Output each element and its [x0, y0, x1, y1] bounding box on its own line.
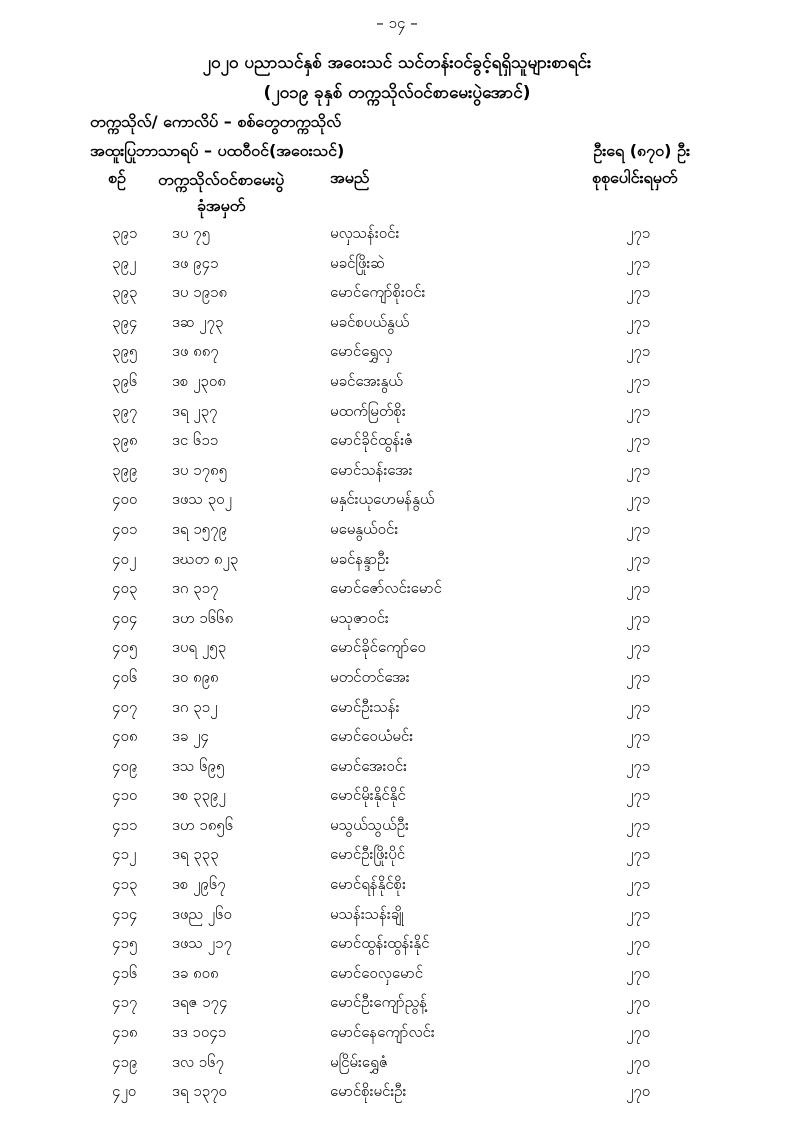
roll-number: ဒပ ၁၇၈၅ [172, 460, 228, 479]
roll-number: ဒဟ ၁၈၅၆ [172, 815, 234, 834]
roll-number: ဒပရ ၂၅၃ [172, 638, 227, 657]
student-name: မလှသန်းဝင်း [330, 224, 400, 242]
student-name: မောင်ဦးသန်း [330, 697, 400, 716]
row-number: ၄၁၄ [112, 904, 138, 923]
table-row [0, 1049, 794, 1079]
student-name: မနှင်းယုဟေမန်နွယ် [330, 490, 435, 509]
roll-number: ဒဖ ၈၈၇ [172, 342, 219, 361]
row-number: ၄၀၄ [112, 608, 138, 627]
roll-number: ဒရ ၂၃၇ [172, 401, 218, 420]
table-row [0, 634, 794, 664]
roll-number: ဒခ ၂၄ [172, 727, 209, 746]
row-number: ၄၀၈ [112, 727, 138, 746]
student-name: မခင်နန္ဒာဦး [330, 549, 390, 568]
roll-number: ဒလ ၁၆၇ [172, 1052, 224, 1071]
document-subtitle: (၂၀၁၉ ခုနှစ် တက္ကသိုလ်ဝင်စာမေးပွဲအောင်) [263, 83, 531, 103]
student-name: မောင်ဝေယံမင်း [330, 727, 414, 746]
student-name: မခင်ဖြိုးဆဲ [330, 253, 385, 272]
row-number: ၄၁၅ [112, 934, 138, 953]
roll-number: ဒဂ ၃၁၇ [172, 579, 219, 598]
row-number: ၄၀၂ [112, 549, 137, 568]
total-marks: ၂၇၁ [626, 727, 651, 746]
table-row [0, 901, 794, 931]
roll-number: ဒပ ၁၉၁၈ [172, 283, 228, 302]
student-name: မသွယ်သွယ်ဦး [330, 815, 409, 834]
roll-number: ဒစ ၂၉၆၇ [172, 875, 226, 894]
total-marks: ၂၇၀ [626, 1082, 651, 1101]
row-number: ၃၉၈ [112, 431, 138, 450]
student-name: မောင်သန်းအေး [330, 460, 413, 479]
roll-number: ဒဖည ၂၆၀ [172, 904, 232, 923]
university-label: တက္ကသိုလ်/ ကောလိပ် – စစ်တွေတက္ကသိုလ် [90, 112, 342, 131]
roll-number: ဒဃတ ၈၂၃ [172, 549, 239, 568]
roll-number: ဒရဇ ၁၇၄ [172, 993, 228, 1012]
table-row [0, 457, 794, 487]
row-number: ၄၀၁ [112, 519, 138, 538]
row-number: ၄၁၉ [112, 1052, 138, 1071]
total-marks: ၂၇၁ [626, 815, 651, 834]
total-marks: ၂၇၁ [626, 638, 651, 657]
student-name: မောင်စိုးမင်းဦး [330, 1082, 407, 1101]
table-row [0, 664, 794, 694]
total-marks: ၂၇၀ [626, 1052, 651, 1071]
row-number: ၄၀၀ [112, 490, 138, 509]
student-name: မောင်ခိုင်ထွန်းဇံ [330, 431, 413, 450]
column-header-total-marks: စုစုပေါင်းရမှတ် [592, 168, 678, 187]
column-header-no: စဉ် [108, 168, 126, 187]
table-row [0, 812, 794, 842]
table-row [0, 516, 794, 546]
table-row [0, 486, 794, 516]
total-marks: ၂၇၁ [626, 253, 651, 272]
row-number: ၄၁၁ [112, 815, 138, 834]
student-name: မသုဇာဝင်း [330, 608, 389, 627]
total-marks: ၂၇၁ [626, 579, 651, 598]
table-row [0, 753, 794, 783]
student-name: မောင်ဦးဖြိုးပိုင် [330, 845, 406, 864]
total-marks: ၂၇၁ [626, 519, 651, 538]
table-row [0, 841, 794, 871]
table-row [0, 368, 794, 398]
row-number: ၃၉၅ [112, 342, 138, 361]
total-marks: ၂၇၁ [626, 549, 651, 568]
total-marks: ၂၇၁ [626, 697, 651, 716]
total-marks: ၂၇၁ [626, 786, 651, 805]
row-number: ၄၀၆ [112, 667, 138, 686]
student-name: မောင်ရန်နိုင်စိုး [330, 875, 406, 894]
table-row [0, 1019, 794, 1049]
roll-number: ဒဆ ၂၇၃ [172, 312, 224, 331]
total-marks: ၂၇၁ [626, 342, 651, 361]
total-marks: ၂၇၀ [626, 934, 651, 953]
total-marks: ၂၇၀ [626, 963, 651, 982]
row-number: ၃၉၄ [112, 312, 138, 331]
roll-number: ဒဒ ၁၀၄၁ [172, 1023, 227, 1042]
student-name: မခင်အေးနွယ် [330, 371, 403, 390]
row-number: ၄၁၂ [112, 845, 137, 864]
table-row [0, 427, 794, 457]
roll-number: ဒရ ၁၃၇၀ [172, 1082, 227, 1101]
row-number: ၄၁၇ [112, 993, 138, 1012]
roll-number: ဒစ ၂၃၀၈ [172, 371, 226, 390]
total-marks: ၂၇၁ [626, 490, 651, 509]
student-name: မောင်ဝေလှမောင် [330, 963, 424, 982]
roll-number: ဒဖသ ၂၁၇ [172, 934, 232, 953]
total-marks: ၂၇၁ [626, 608, 651, 627]
total-marks: ၂၇၁ [626, 224, 651, 242]
total-marks: ၂၇၁ [626, 401, 651, 420]
roll-number: ဒဖ ၉၄၁ [172, 253, 219, 272]
student-name: မမေနွယ်ဝင်း [330, 519, 399, 538]
row-number: ၃၉၇ [112, 401, 138, 420]
table-row [0, 989, 794, 1019]
row-number: ၄၁၈ [112, 1023, 138, 1042]
column-header-roll-line2: ခုံအမှတ် [196, 196, 246, 215]
total-marks: ၂၇၁ [626, 667, 651, 686]
table-row [0, 930, 794, 960]
student-name: မောင်မိုးနိုင်နိုင် [330, 786, 406, 805]
major-subject-label: အထူးပြုဘာသာရပ် – ပထဝီဝင်(အဝေးသင်) [90, 141, 345, 160]
table-row [0, 309, 794, 339]
roll-number: ဒဖသ ၃၀၂ [172, 490, 232, 509]
roll-number: ဒခ ၈၀၈ [172, 963, 219, 982]
row-number: ၄၀၉ [112, 756, 138, 775]
table-row [0, 723, 794, 753]
row-number: ၄၁၃ [112, 875, 138, 894]
student-name: မောင်ရွှေလှ [330, 342, 393, 361]
row-number: ၃၉၁ [112, 224, 138, 242]
table-row [0, 220, 794, 250]
roll-number: ဒရ ၁၅၇၉ [172, 519, 227, 538]
row-number: ၄၀၃ [112, 579, 138, 598]
row-number: ၃၉၉ [112, 460, 138, 479]
total-marks: ၂၇၁ [626, 845, 651, 864]
table-row [0, 1078, 794, 1108]
page-number: – ၁၄ – [376, 14, 418, 32]
table-row [0, 960, 794, 990]
table-row [0, 605, 794, 635]
total-marks: ၂၇၁ [626, 283, 651, 302]
student-name: မထက်မြတ်စိုး [330, 401, 406, 420]
student-name: မခင်စပယ်နွယ် [330, 312, 410, 331]
roll-number: ဒစ ၃၃၉၂ [172, 786, 226, 805]
total-marks: ၂၇၁ [626, 371, 651, 390]
student-count: ဦးရေ (၈၇၀) ဦး [593, 141, 690, 160]
row-number: ၄၁၀ [112, 786, 138, 805]
student-name: မောင်ခိုင်ကျော်ဝေ [330, 638, 426, 657]
roll-number: ဒင ၆၁၁ [172, 431, 219, 450]
column-header-roll-line1: တက္ကသိုလ်ဝင်စာမေးပွဲ [158, 170, 285, 189]
total-marks: ၂၇၁ [626, 312, 651, 331]
table-row [0, 546, 794, 576]
table-row [0, 338, 794, 368]
student-name: မောင်ထွန်းထွန်းနိုင် [330, 934, 430, 953]
roll-number: ဒဟ ၁၆၆၈ [172, 608, 234, 627]
student-name: မောင်နေကျော်လင်း [330, 1023, 435, 1042]
student-name: မတင်တင်အေး [330, 667, 410, 686]
total-marks: ၂၇၁ [626, 431, 651, 450]
row-number: ၄၁၆ [112, 963, 138, 982]
student-name: မောင်ဦးကျော်ညွန့် [330, 993, 427, 1012]
roll-number: ဒဝ ၈၉၈ [172, 667, 219, 686]
total-marks: ၂၇၀ [626, 1023, 651, 1042]
roll-number: ဒဂ ၃၁၂ [172, 697, 218, 716]
row-number: ၄၂၀ [112, 1082, 137, 1101]
total-marks: ၂၇၀ [626, 993, 651, 1012]
row-number: ၄၀၇ [112, 697, 138, 716]
table-row [0, 871, 794, 901]
total-marks: ၂၇၁ [626, 875, 651, 894]
column-header-name: အမည် [330, 168, 370, 187]
row-number: ၃၉၆ [112, 371, 138, 390]
table-row [0, 250, 794, 280]
table-row [0, 694, 794, 724]
column-header-roll [158, 167, 284, 219]
table-row [0, 398, 794, 428]
student-list [0, 220, 794, 1108]
roll-number: ဒပ ၇၅ [172, 224, 211, 242]
student-name: မသန်းသန်းချို [330, 904, 404, 923]
student-name: မောင်ဇော်လင်းမောင် [330, 579, 442, 598]
student-name: မငြိမ်းရွှေဇံ [330, 1052, 388, 1071]
roll-number: ဒသ ၆၉၅ [172, 756, 225, 775]
row-number: ၄၀၅ [112, 638, 138, 657]
student-name: မောင်အေးဝင်း [330, 756, 407, 775]
roll-number: ဒရ ၃၃၃ [172, 845, 219, 864]
table-row [0, 575, 794, 605]
total-marks: ၂၇၁ [626, 904, 651, 923]
row-number: ၃၉၂ [112, 253, 137, 272]
table-row [0, 279, 794, 309]
student-name: မောင်ကျော်စိုးဝင်း [330, 283, 426, 302]
total-marks: ၂၇၁ [626, 460, 651, 479]
total-marks: ၂၇၁ [626, 756, 651, 775]
document-title: ၂၀၂၀ ပညာသင်နှစ် အဝေးသင် သင်တန်းဝင်ခွင့်ရရှိသူများစာရင်း [202, 53, 592, 73]
row-number: ၃၉၃ [112, 283, 138, 302]
table-row [0, 782, 794, 812]
